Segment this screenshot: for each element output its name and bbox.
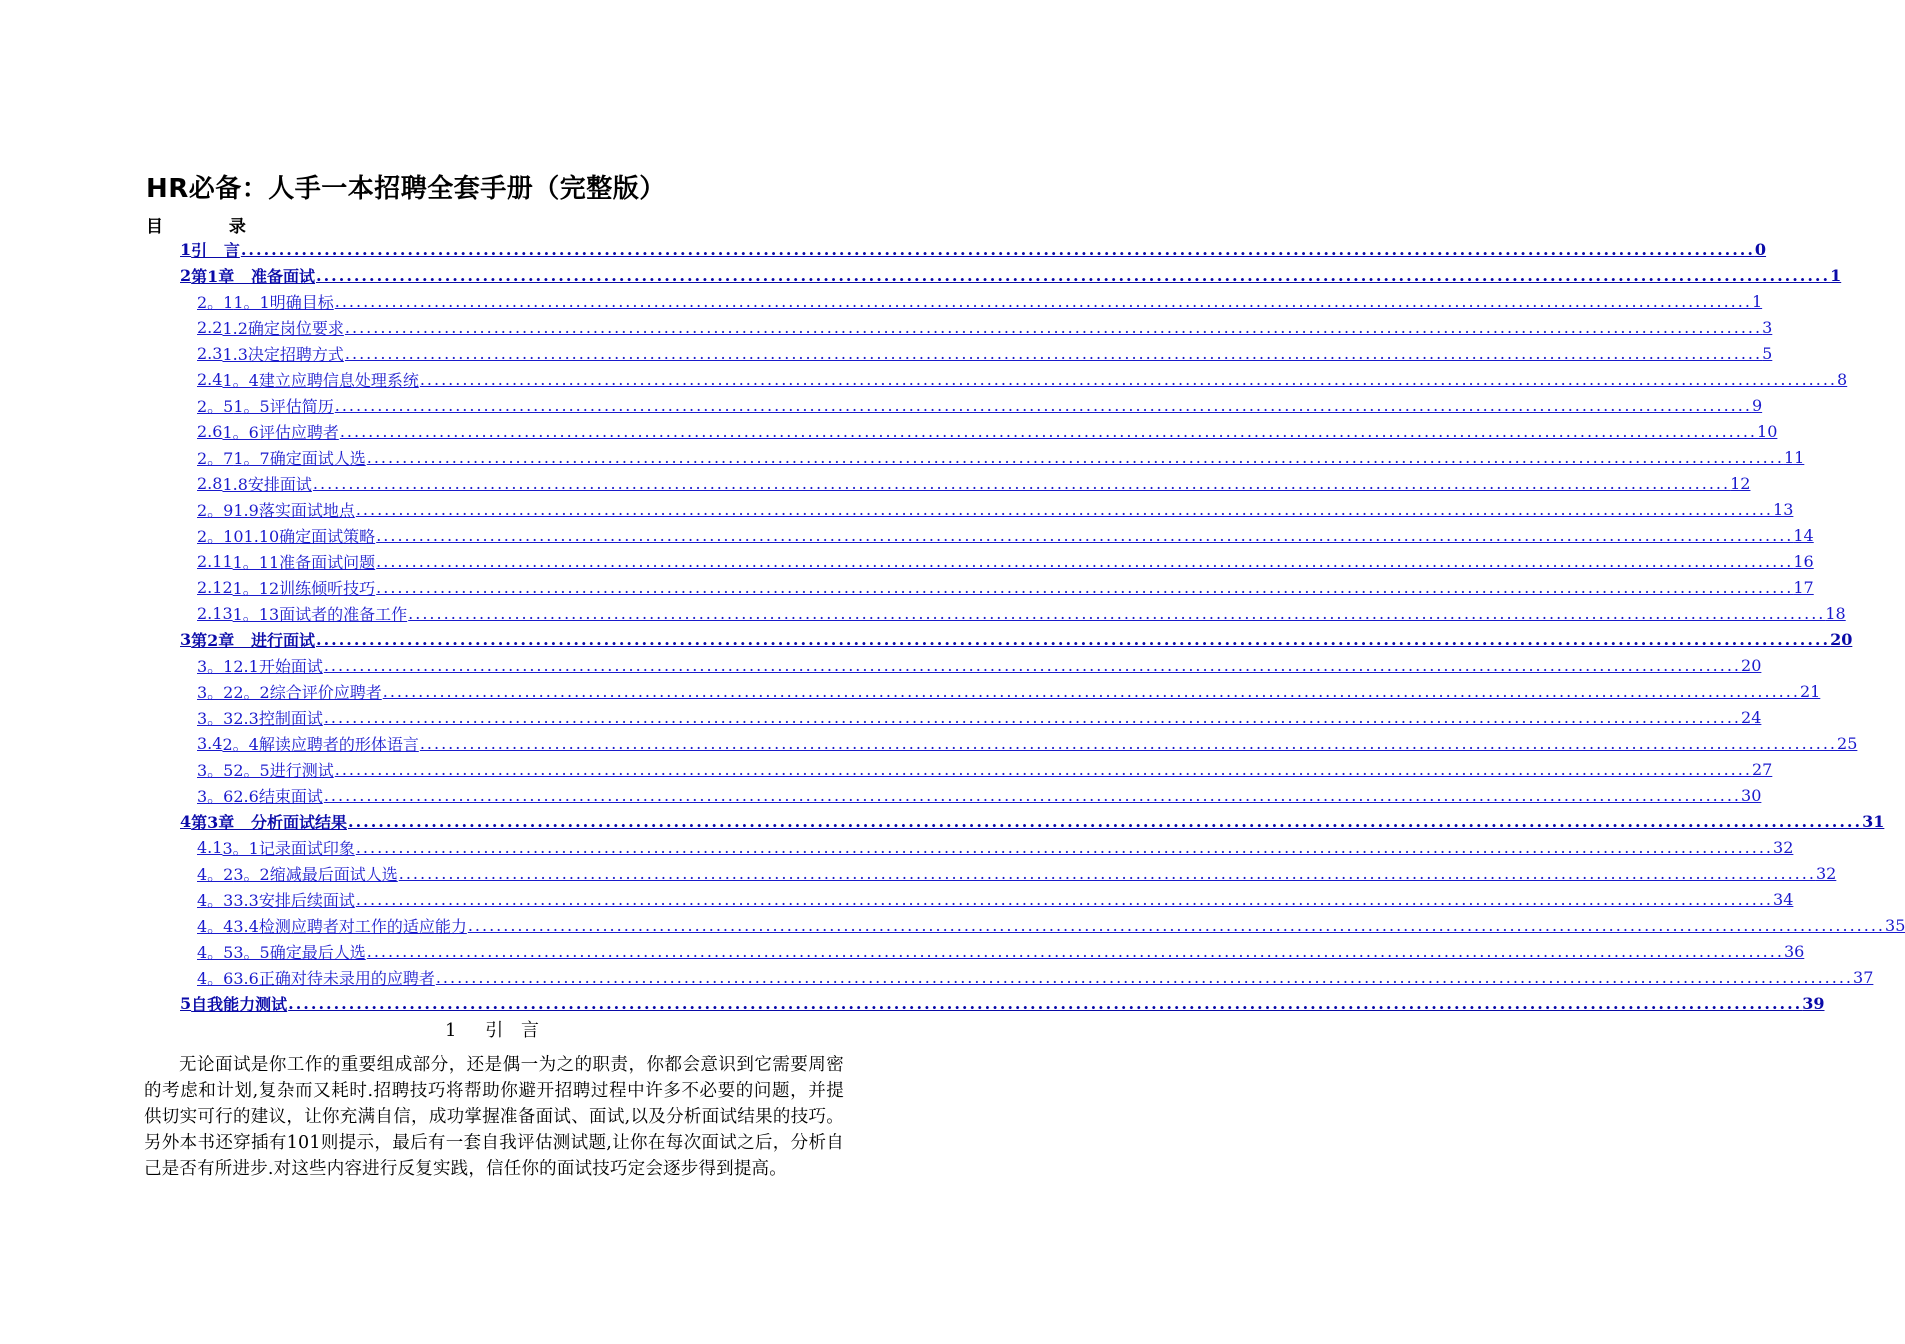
toc-entry[interactable] [197, 652, 1762, 678]
toc-entry[interactable] [197, 834, 1794, 860]
toc-entry-title: 3。5确定最后人选 [233, 942, 366, 962]
toc-entry-page: 24 [1741, 707, 1762, 727]
toc-leader-dots: ........................................................................................................................................................................................................ [398, 863, 1816, 883]
toc-entry-page: 8 [1837, 369, 1848, 389]
toc-entry-title: 1.8安排面试 [222, 474, 312, 494]
toc-entry-page: 21 [1799, 681, 1821, 701]
toc-entry-page: 20 [1830, 629, 1853, 649]
toc-entry-title: 3。1记录面试印象 [222, 838, 355, 858]
toc-entry-number: 2.11 [197, 551, 233, 571]
toc-entry-number: 2。1 [197, 292, 234, 312]
toc-leader-dots: ........................................................................................................................................................................................................ [408, 603, 1826, 623]
toc-entry-number: 3.4 [197, 733, 223, 753]
toc-leader-dots: ........................................................................................................................................................................................................ [323, 785, 1742, 805]
toc-entry-page: 32 [1815, 863, 1837, 883]
toc-entry-title: 1.10确定面试策略 [243, 526, 376, 546]
toc-entry-number: 3。5 [197, 760, 234, 780]
toc-leader-dots: ........................................................................................................................................................................................................ [288, 993, 1803, 1013]
toc-entry[interactable] [197, 522, 1814, 548]
toc-entry[interactable] [197, 912, 1905, 938]
toc-entry-number: 2.2 [197, 317, 223, 337]
toc-entry-number: 2。5 [197, 396, 234, 416]
toc-leader-dots: ........................................................................................................................................................................................................ [323, 655, 1742, 675]
toc-entry-title: 自我能力测试 [191, 994, 288, 1014]
toc-leader-dots: ........................................................................................................................................................................................................ [355, 499, 1774, 519]
toc-entry-title: 1.3决定招聘方式 [222, 344, 344, 364]
toc-entry[interactable] [197, 574, 1814, 600]
toc-entry-number: 2.12 [197, 577, 233, 597]
section-heading-title: 引 言 [485, 1020, 546, 1041]
toc-entry[interactable] [180, 990, 1825, 1016]
toc-leader-dots: ........................................................................................................................................................................................................ [334, 291, 1752, 311]
toc-entry-title: 1。13面试者的准备工作 [232, 604, 408, 624]
intro-paragraph: 无论面试是你工作的重要组成部分，还是偶一为之的职责，你都会意识到它需要周密的考虑和计划,复杂而又耗时.招聘技巧将帮助你避开招聘过程中许多不必要的问题，并提供切实可行的建议，让你充满自信，成功掌握准备面试、面试,以及分析面试结果的技巧。另外本书还穿插有101则提示，最后有一套自我评估测试题,让你在每次面试之后，分析自己是否有所进步.对这些内容进行反复实践，信任你的面试技巧定会逐步得到提高。 [144, 1055, 844, 1179]
toc-entry-number: 2.6 [197, 421, 223, 441]
toc-leader-dots: ........................................................................................................................................................................................................ [323, 707, 1742, 727]
section-heading-number: 1 [444, 1020, 463, 1041]
toc-entry-title: 2。2综合评价应聘者 [233, 682, 382, 702]
toc-entry-title: 引 言 [191, 240, 240, 260]
toc-leader-dots: ........................................................................................................................................................................................................ [376, 577, 1794, 597]
toc-entry-title: 1。1明确目标 [233, 292, 334, 312]
toc-entry-page: 39 [1802, 993, 1825, 1013]
toc-entry-title: 1。5评估简历 [233, 396, 334, 416]
toc-entry[interactable] [197, 756, 1773, 782]
toc-entry-page: 18 [1825, 603, 1846, 623]
toc-entry-page: 0 [1754, 239, 1767, 259]
toc-entry-page: 35 [1885, 915, 1905, 935]
toc-leader-dots: ........................................................................................................................................................................................................ [240, 239, 1755, 259]
toc-leader-dots: ........................................................................................................................................................................................................ [348, 811, 1863, 831]
toc-entry[interactable] [197, 964, 1874, 990]
toc-entry-number: 4。2 [197, 864, 234, 884]
toc-leader-dots: ........................................................................................................................................................................................................ [419, 369, 1838, 389]
toc-entry-page: 30 [1741, 785, 1762, 805]
toc-entry-number: 4。3 [197, 890, 234, 910]
toc-entry-number: 3。1 [197, 656, 234, 676]
toc-entry[interactable] [197, 288, 1763, 314]
toc-entry[interactable] [197, 600, 1846, 626]
toc-leader-dots: ........................................................................................................................................................................................................ [419, 733, 1838, 753]
toc-entry-title: 1。12训练倾听技巧 [232, 578, 376, 598]
toc-entry-number: 3。3 [197, 708, 234, 728]
toc-leader-dots: ........................................................................................................................................................................................................ [344, 317, 1763, 337]
toc-entry-number: 2。7 [197, 448, 234, 468]
toc-entry-number: 2.13 [197, 603, 233, 623]
toc-entry[interactable] [180, 236, 1767, 262]
toc-entry-number: 2。10 [197, 526, 244, 546]
toc-leader-dots: ........................................................................................................................................................................................................ [316, 265, 1831, 285]
toc-entry-page: 37 [1853, 967, 1874, 987]
toc-entry[interactable] [197, 340, 1773, 366]
toc-leader-dots: ........................................................................................................................................................................................................ [316, 629, 1831, 649]
toc-leader-dots: ........................................................................................................................................................................................................ [376, 551, 1794, 571]
toc-entry-page: 14 [1793, 525, 1814, 545]
toc-entry-page: 34 [1773, 889, 1794, 909]
toc-entry[interactable] [197, 730, 1858, 756]
toc-entry-title: 1.9落实面试地点 [233, 500, 355, 520]
toc-entry-page: 5 [1762, 343, 1773, 363]
toc-leader-dots: ........................................................................................................................................................................................................ [339, 421, 1758, 441]
toc-entry-title: 3.4检测应聘者对工作的适应能力 [233, 916, 467, 936]
toc-entry-title: 2。5进行测试 [233, 760, 334, 780]
toc-entry-title: 3.3安排后续面试 [233, 890, 355, 910]
toc-entry-number: 4.1 [197, 837, 223, 857]
toc-entry-title: 2.3控制面试 [233, 708, 323, 728]
toc-entry-page: 17 [1793, 577, 1814, 597]
toc-entry-page: 32 [1773, 837, 1794, 857]
toc-entry-number: 2。9 [197, 500, 234, 520]
toc-entry[interactable] [197, 782, 1762, 808]
toc-entry-number: 4。5 [197, 942, 234, 962]
toc-entry[interactable] [180, 262, 1842, 288]
toc-entry[interactable] [197, 938, 1805, 964]
toc-heading: 目 录 [146, 217, 276, 237]
toc-entry-page: 16 [1793, 551, 1814, 571]
toc-leader-dots: ........................................................................................................................................................................................................ [467, 915, 1886, 935]
toc-leader-dots: ........................................................................................................................................................................................................ [355, 837, 1774, 857]
toc-entry-page: 12 [1730, 473, 1751, 493]
toc-entry[interactable] [197, 418, 1778, 444]
toc-entry-page: 27 [1751, 759, 1773, 779]
toc-entry-title: 1。6评估应聘者 [222, 422, 339, 442]
toc-entry-page: 1 [1751, 291, 1763, 311]
toc-entry-page: 31 [1862, 811, 1885, 831]
toc-entry-page: 9 [1751, 395, 1763, 415]
toc-entry[interactable] [197, 470, 1751, 496]
toc-entry-number: 3。2 [197, 682, 234, 702]
toc-entry-number: 2.4 [197, 369, 223, 389]
toc-entry[interactable] [197, 548, 1814, 574]
section-heading [0, 1016, 990, 1042]
toc-entry-title: 2。4解读应聘者的形体语言 [222, 734, 419, 754]
toc-entry-title: 1。7确定面试人选 [233, 448, 366, 468]
toc-entry-page: 13 [1773, 499, 1794, 519]
toc-entry-number: 4 [180, 811, 192, 831]
toc-leader-dots: ........................................................................................................................................................................................................ [355, 889, 1774, 909]
toc-entry-page: 3 [1762, 317, 1773, 337]
toc-entry-page: 20 [1741, 655, 1762, 675]
toc-entry[interactable] [197, 886, 1794, 912]
toc-entry-number: 2.8 [197, 473, 223, 493]
toc-leader-dots: ........................................................................................................................................................................................................ [376, 525, 1794, 545]
toc-entry-number: 2.3 [197, 343, 223, 363]
toc-entry[interactable] [180, 626, 1853, 652]
toc-entry-title: 第3章 分析面试结果 [191, 812, 347, 832]
toc-leader-dots: ........................................................................................................................................................................................................ [382, 681, 1800, 701]
toc-entry[interactable] [197, 704, 1762, 730]
toc-entry-title: 2.1开始面试 [233, 656, 323, 676]
toc-leader-dots: ........................................................................................................................................................................................................ [366, 447, 1784, 467]
toc-entry-number: 4。4 [197, 916, 234, 936]
toc-entry-number: 3。6 [197, 786, 234, 806]
toc-entry-page: 36 [1783, 941, 1805, 961]
toc-entry-page: 11 [1783, 447, 1805, 467]
toc-entry-number: 3 [180, 629, 192, 649]
toc-entry[interactable] [197, 444, 1805, 470]
toc-entry-number: 1 [180, 239, 192, 259]
toc-entry-number: 2 [180, 265, 192, 285]
toc-entry-title: 1.2确定岗位要求 [222, 318, 344, 338]
toc-entry-number: 4。6 [197, 968, 234, 988]
toc-entry-page: 1 [1830, 265, 1842, 285]
toc-entry[interactable] [197, 314, 1773, 340]
toc-leader-dots: ........................................................................................................................................................................................................ [312, 473, 1731, 493]
toc-leader-dots: ........................................................................................................................................................................................................ [435, 967, 1854, 987]
toc-entry-title: 第2章 进行面试 [191, 630, 315, 650]
toc-leader-dots: ........................................................................................................................................................................................................ [344, 343, 1763, 363]
page-title: HR必备：人手一本招聘全套手册（完整版） [146, 174, 666, 204]
toc-leader-dots: ........................................................................................................................................................................................................ [334, 759, 1752, 779]
toc-entry[interactable] [180, 808, 1885, 834]
toc-entry-title: 3。2缩减最后面试人选 [233, 864, 398, 884]
toc-entry-page: 25 [1837, 733, 1858, 753]
toc-entry-page: 10 [1757, 421, 1778, 441]
toc-entry-title: 1。11准备面试问题 [232, 552, 376, 572]
toc-entry[interactable] [197, 392, 1763, 418]
toc-entry[interactable] [197, 496, 1794, 522]
toc-entry[interactable] [197, 678, 1821, 704]
toc-leader-dots: ........................................................................................................................................................................................................ [334, 395, 1752, 415]
toc-entry[interactable] [197, 366, 1848, 392]
toc-leader-dots: ........................................................................................................................................................................................................ [366, 941, 1784, 961]
toc-entry[interactable] [197, 860, 1837, 886]
toc-entry-number: 5 [180, 993, 192, 1013]
toc-entry-title: 1。4建立应聘信息处理系统 [222, 370, 419, 390]
toc-entry-title: 3.6正确对待未录用的应聘者 [233, 968, 435, 988]
toc-entry-title: 2.6结束面试 [233, 786, 323, 806]
toc-entry-title: 第1章 准备面试 [191, 266, 315, 286]
